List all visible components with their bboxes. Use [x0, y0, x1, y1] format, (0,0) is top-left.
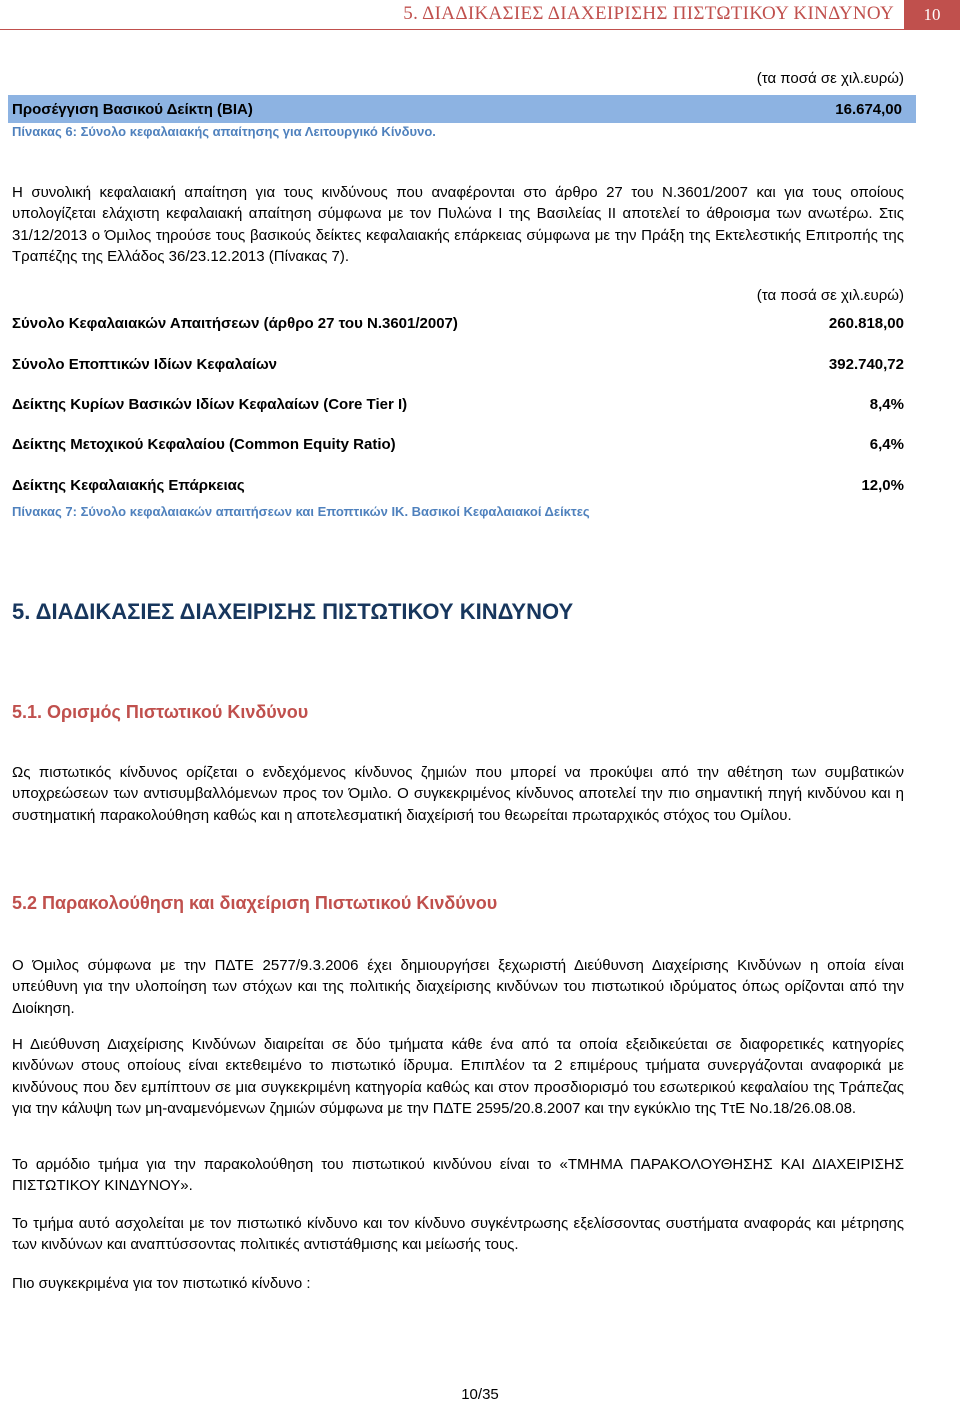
paragraph: Το τμήμα αυτό ασχολείται με τον πιστωτικό κίνδυνο και τον κίνδυνο συγκέντρωσης εξελίσσοντας συστήματα αναφοράς και μέτρησης των κινδύνων και αναπτύσσοντας πολιτικές αντιστάθμισης και μείωσής τους. [12, 1215, 904, 1254]
table7-row-value: 260.818,00 [828, 315, 904, 332]
header-title: 5. ΔΙΑΔΙΚΑΣΙΕΣ ΔΙΑΧΕΙΡΙΣΗΣ ΠΙΣΤΩΤΙΚΟΥ ΚΙΝΔΥΝΟΥ [403, 3, 894, 24]
table7-row [12, 476, 904, 496]
table6-currency-note: (τα ποσά σε χιλ.ευρώ) [756, 70, 904, 87]
table7-currency-note: (τα ποσά σε χιλ.ευρώ) [756, 287, 904, 304]
table7-row [12, 314, 904, 334]
table6-caption: Πίνακας 6: Σύνολο κεφαλαιακής απαίτησης για Λειτουργικό Κίνδυνο. [12, 124, 436, 139]
table7-caption: Πίνακας 7: Σύνολο κεφαλαιακών απαιτήσεων και Εποπτικών ΙΚ. Βασικοί Κεφαλαιακοί Δείκτες [12, 504, 590, 519]
header-page-number: 10 [904, 0, 960, 30]
table7-row-label: Σύνολο Κεφαλαιακών Απαιτήσεων (άρθρο 27 του Ν.3601/2007) [12, 315, 458, 332]
subsection-heading-5-2: 5.2 Παρακολούθηση και διαχείριση Πιστωτικού Κινδύνου [12, 893, 498, 913]
paragraph: Η Διεύθυνση Διαχείρισης Κινδύνων διαιρείται σε δύο τμήματα κάθε ένα από τα οποία εξειδικεύεται σε διαφορετικές κατηγορίες κινδύνων στους οποίους είναι εκτεθειμένο το πιστωτικό ίδρυμα. Επιπλέον τα 2 επιμέρους τμήματα συνεργάζονται αναφορικά με κινδύνους που δεν εμπίπτουν σε μια συγκεκριμένη κατηγορία καθώς και στον προσδιορισμό του εσωτερικού κεφαλαίου της Τράπεζας για την κάλυψη των μη-αναμενόμενων ζημιών σύμφωνα με την ΠΔΤΕ 2595/20.8.2007 και την εγκύκλιο της ΤτΕ No.18/26.08.08. [12, 1036, 904, 1118]
page-footer-number: 10/35 [461, 1386, 499, 1403]
table7-row-value: 392.740,72 [828, 356, 904, 373]
intro-paragraph: Η συνολική κεφαλαιακή απαίτηση για τους κινδύνους που αναφέρονται στο άρθρο 27 του Ν.3601/2007 και για τους οποίους υπολογίζεται ελάχιστη κεφαλαιακή απαίτηση σύμφωνα με τον Πυλώνα Ι της Βασιλείας ΙΙ αποτελεί το άθροισμα των ανωτέρω. Στις 31/12/2013 ο Όμιλος τηρούσε τους βασικούς δείκτες κεφαλαιακής επάρκειας σύμφωνα με την Πράξη της Εκτελεστικής Επιτροπής της Τραπέζης της Ελλάδος 36/23.12.2013 (Πίνακας 7). [12, 184, 904, 266]
table6-row-value: 16.674,00 [835, 100, 902, 118]
paragraph: Πιο συγκεκριμένα για τον πιστωτικό κίνδυνο : [12, 1275, 311, 1292]
paragraph: Ως πιστωτικός κίνδυνος ορίζεται ο ενδεχόμενος κίνδυνος ζημιών που μπορεί να προκύψει από την αθέτηση των συμβατικών υποχρεώσεων των αντισυμβαλλόμενων προς τον Όμιλο. Ο συγκεκριμένος κίνδυνος αποτελεί την πιο σημαντική πηγή κινδύνου και η συστηματική παρακολούθηση καθώς και η αποτελεσματική διαχείρισή του θεωρείται πρωταρχικός στόχος του Ομίλου. [12, 764, 904, 824]
table7-row-value: 12,0% [861, 477, 904, 494]
table7-row-label: Δείκτης Μετοχικού Κεφαλαίου (Common Equity Ratio) [12, 436, 396, 453]
table7-row-label: Δείκτης Κεφαλαιακής Επάρκειας [12, 477, 245, 494]
page-header [0, 0, 960, 30]
table7-row-value: 8,4% [869, 396, 904, 413]
table7-row [12, 395, 904, 415]
paragraph: Ο Όμιλος σύμφωνα με την ΠΔΤΕ 2577/9.3.2006 έχει δημιουργήσει ξεχωριστή Διεύθυνση Διαχείρισης Κινδύνων η οποία είναι υπεύθυνη για την υλοποίηση των στόχων και της πολιτικής διαχείρισης κινδύνων του πιστωτικού ιδρύματος όπως ορίζονται από την Διοίκηση. [12, 957, 904, 1017]
subsection-heading-5-1: 5.1. Ορισμός Πιστωτικού Κινδύνου [12, 702, 309, 722]
table7-row [12, 435, 904, 455]
section-heading: 5. ΔΙΑΔΙΚΑΣΙΕΣ ΔΙΑΧΕΙΡΙΣΗΣ ΠΙΣΤΩΤΙΚΟΥ ΚΙΝΔΥΝΟΥ [12, 599, 574, 624]
table7-row-label: Σύνολο Εποπτικών Ιδίων Κεφαλαίων [12, 356, 278, 373]
header-divider [0, 29, 904, 30]
table7-row-value: 6,4% [869, 436, 904, 453]
table6-row-label: Προσέγγιση Βασικού Δείκτη (ΒΙΑ) [12, 100, 253, 118]
table6-row [8, 95, 916, 123]
paragraph: Το αρμόδιο τμήμα για την παρακολούθηση του πιστωτικού κινδύνου είναι το «ΤΜΗΜΑ ΠΑΡΑΚΟΛΟΥΘΗΣΗΣ ΚΑΙ ΔΙΑΧΕΙΡΙΣΗΣ ΠΙΣΤΩΤΙΚΟΥ ΚΙΝΔΥΝΟΥ». [12, 1156, 904, 1195]
table7-row [12, 355, 904, 375]
table7-row-label: Δείκτης Κυρίων Βασικών Ιδίων Κεφαλαίων (Core Tier I) [12, 396, 408, 413]
